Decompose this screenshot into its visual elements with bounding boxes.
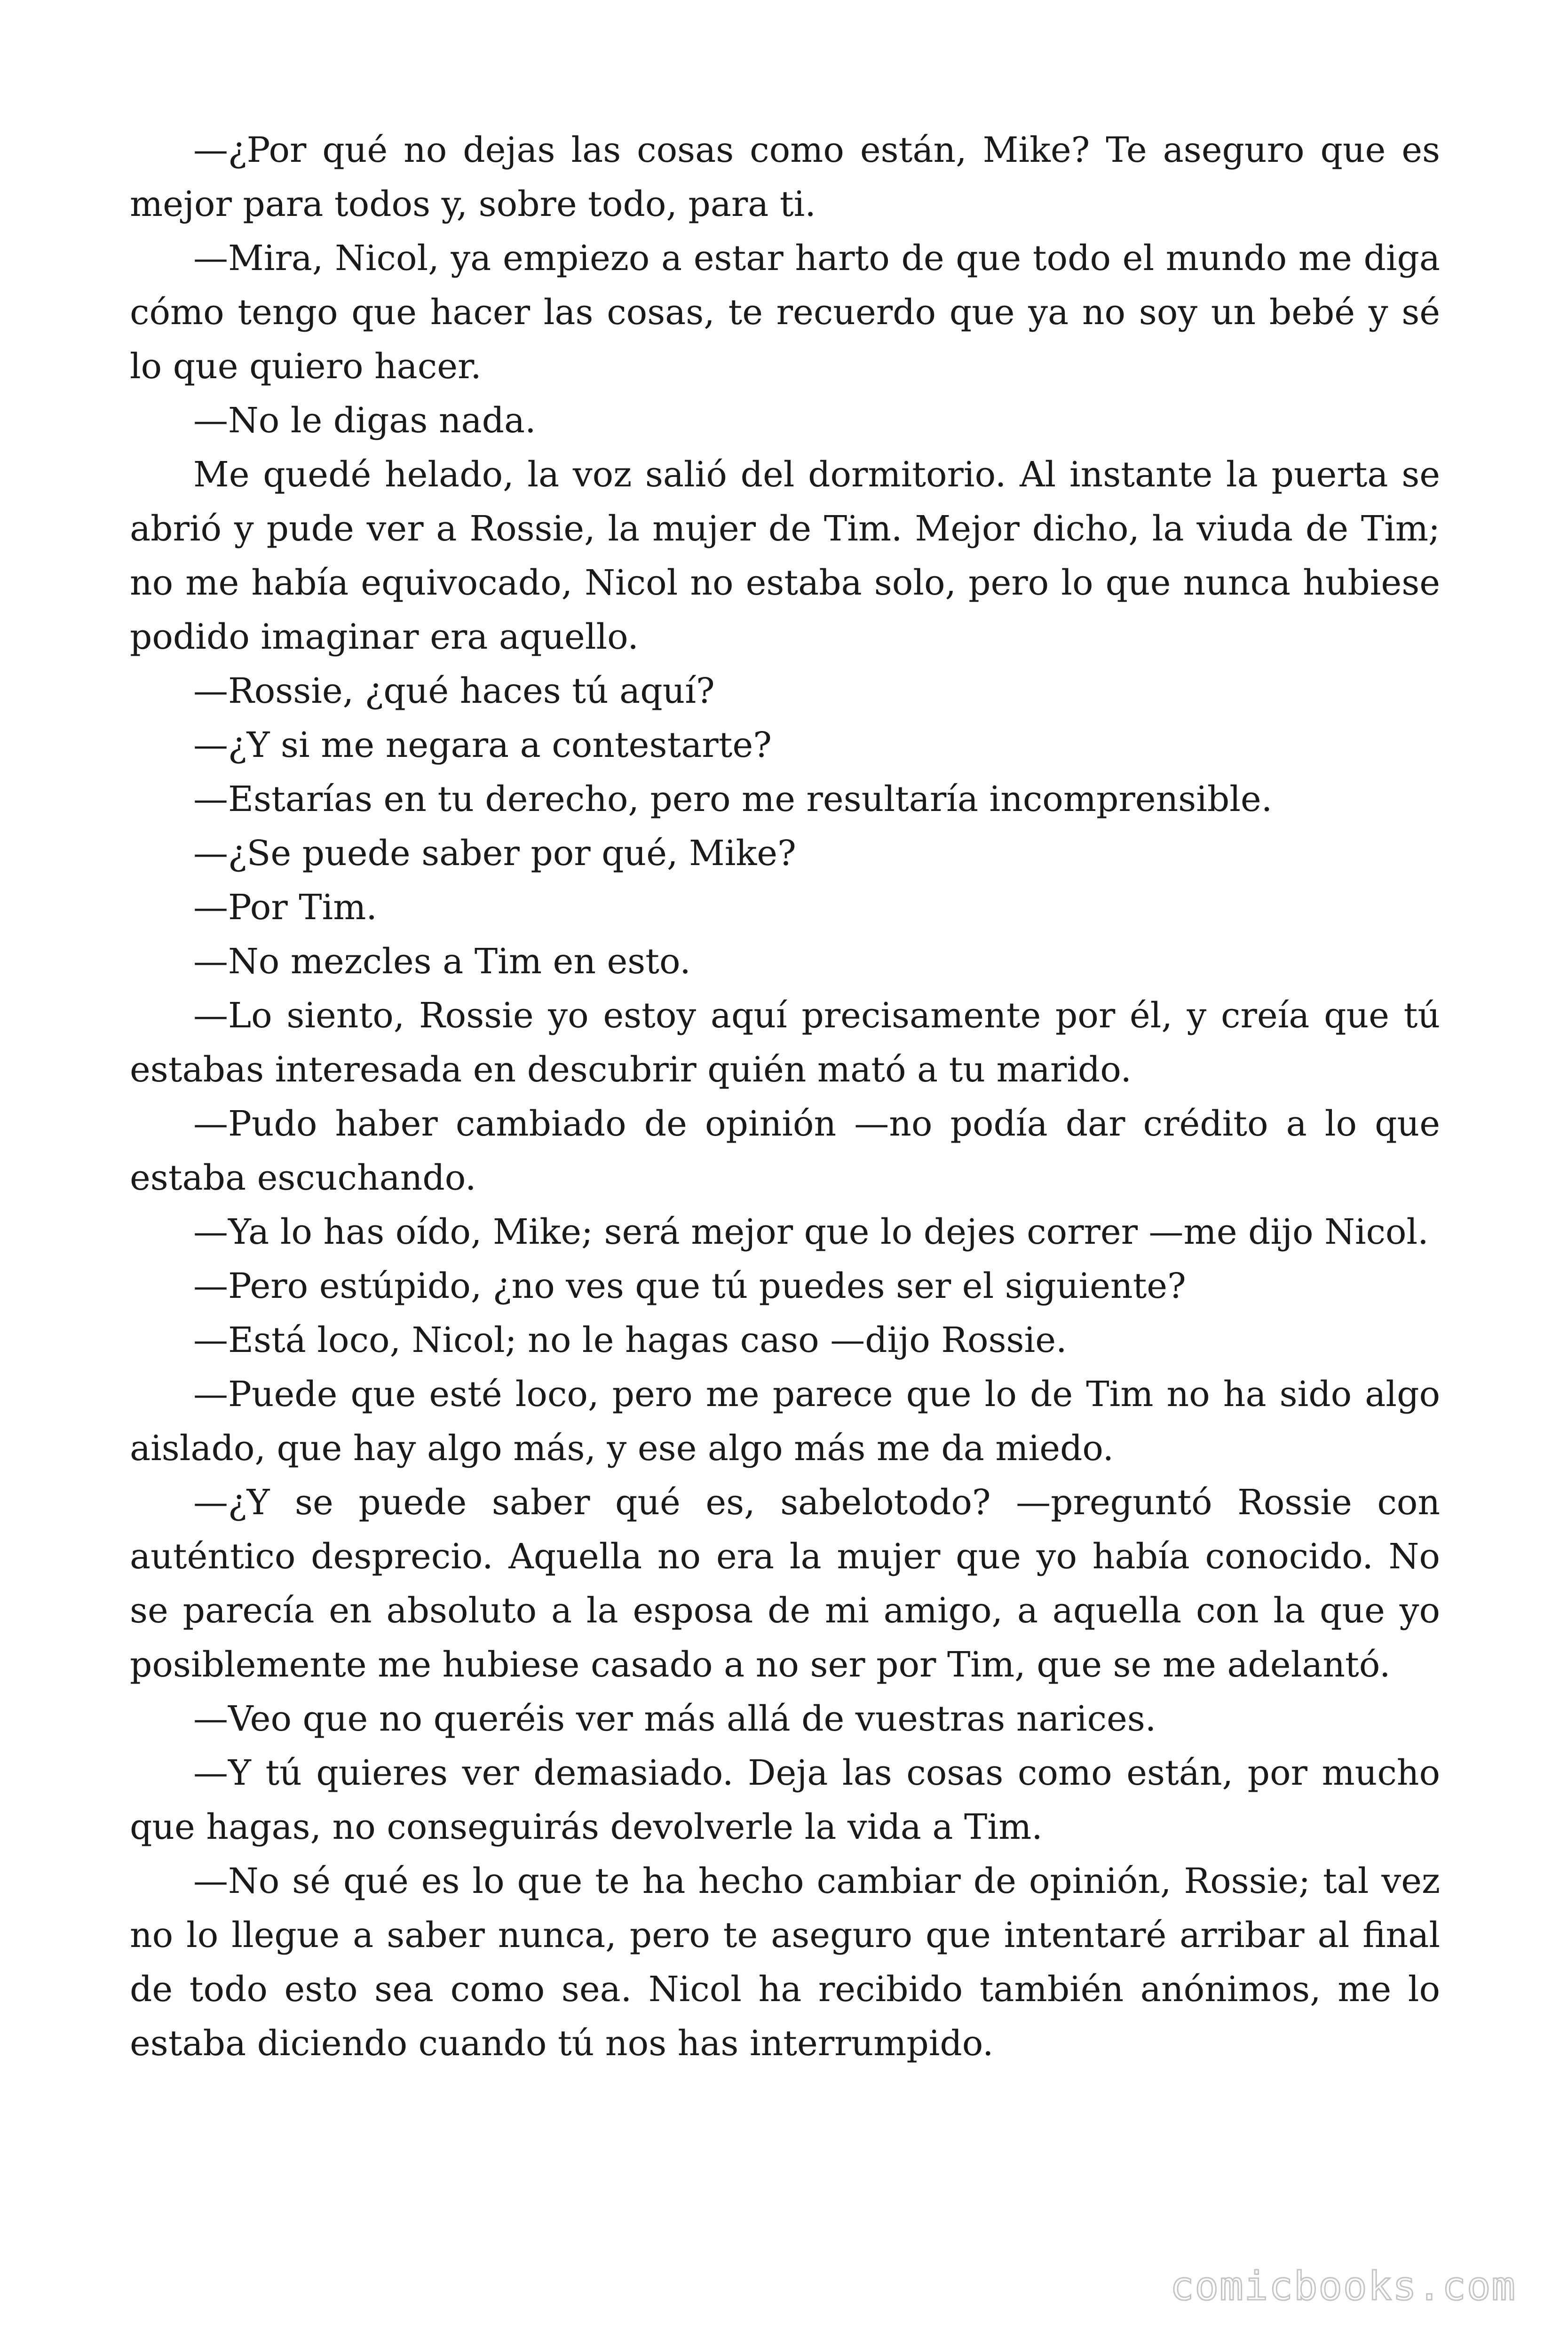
paragraph: —Rossie, ¿qué haces tú aquí? [193, 671, 715, 711]
paragraph: —Puede que esté loco, pero me parece que lo de Tim no ha sido algo aislado, que hay algo más, y ese algo más me da miedo. [130, 1374, 1440, 1469]
paragraph: —Por Tim. [193, 887, 377, 928]
paragraph: —Está loco, Nicol; no le hagas caso —dijo Rossie. [193, 1320, 1067, 1360]
paragraph: —Mira, Nicol, ya empiezo a estar harto de que todo el mundo me diga cómo tengo que hacer las cosas, te recuerdo que ya no soy un bebé y sé lo que quiero hacer. [130, 238, 1440, 387]
paragraph: Me quedé helado, la voz salió del dormitorio. Al instante la puerta se abrió y pude ver a Rossie, la mujer de Tim. Mejor dicho, la viuda de Tim; no me había equivocado, Nicol no estaba solo, pero lo que nunca hubiese podido imaginar era aquello. [130, 454, 1440, 657]
body-text [130, 123, 1440, 2071]
paragraph: —¿Y si me negara a contestarte? [193, 725, 772, 765]
paragraph: —Ya lo has oído, Mike; será mejor que lo dejes correr —me dijo Nicol. [193, 1212, 1429, 1252]
paragraph: —Lo siento, Rossie yo estoy aquí precisamente por él, y creía que tú estabas interesada en descubrir quién mató a tu marido. [130, 995, 1440, 1090]
paragraph: —¿Se puede saber por qué, Mike? [193, 833, 796, 874]
paragraph: —¿Por qué no dejas las cosas como están, Mike? Te aseguro que es mejor para todos y, sobre todo, para ti. [130, 130, 1440, 224]
paragraph: —No sé qué es lo que te ha hecho cambiar de opinión, Rossie; tal vez no lo llegue a saber nunca, pero te aseguro que intentaré arribar al final de todo esto sea como sea. Nicol ha recibido también anónimos, me lo estaba diciendo cuando tú nos has interrumpido. [130, 1861, 1440, 2064]
paragraph: —No mezcles a Tim en esto. [193, 941, 691, 982]
paragraph: —Veo que no queréis ver más allá de vuestras narices. [193, 1699, 1156, 1739]
paragraph: —No le digas nada. [193, 400, 536, 441]
site-watermark: comicbooks.com [1170, 2263, 1516, 2309]
paragraph: —Estarías en tu derecho, pero me resultaría incomprensible. [193, 779, 1273, 819]
paragraph: —Pero estúpido, ¿no ves que tú puedes ser el siguiente? [193, 1266, 1186, 1306]
paragraph: —¿Y se puede saber qué es, sabelotodo? —preguntó Rossie con auténtico desprecio. Aquella no era la mujer que yo había conocido. No se parecía en absoluto a la esposa de mi amigo, a aquella con la que yo posiblemente me hubiese casado a no ser por Tim, que se me adelantó. [130, 1482, 1440, 1685]
paragraph: —Pudo haber cambiado de opinión —no podía dar crédito a lo que estaba escuchando. [130, 1104, 1440, 1198]
paragraph: —Y tú quieres ver demasiado. Deja las cosas como están, por mucho que hagas, no conseguirás devolverle la vida a Tim. [130, 1753, 1440, 1847]
